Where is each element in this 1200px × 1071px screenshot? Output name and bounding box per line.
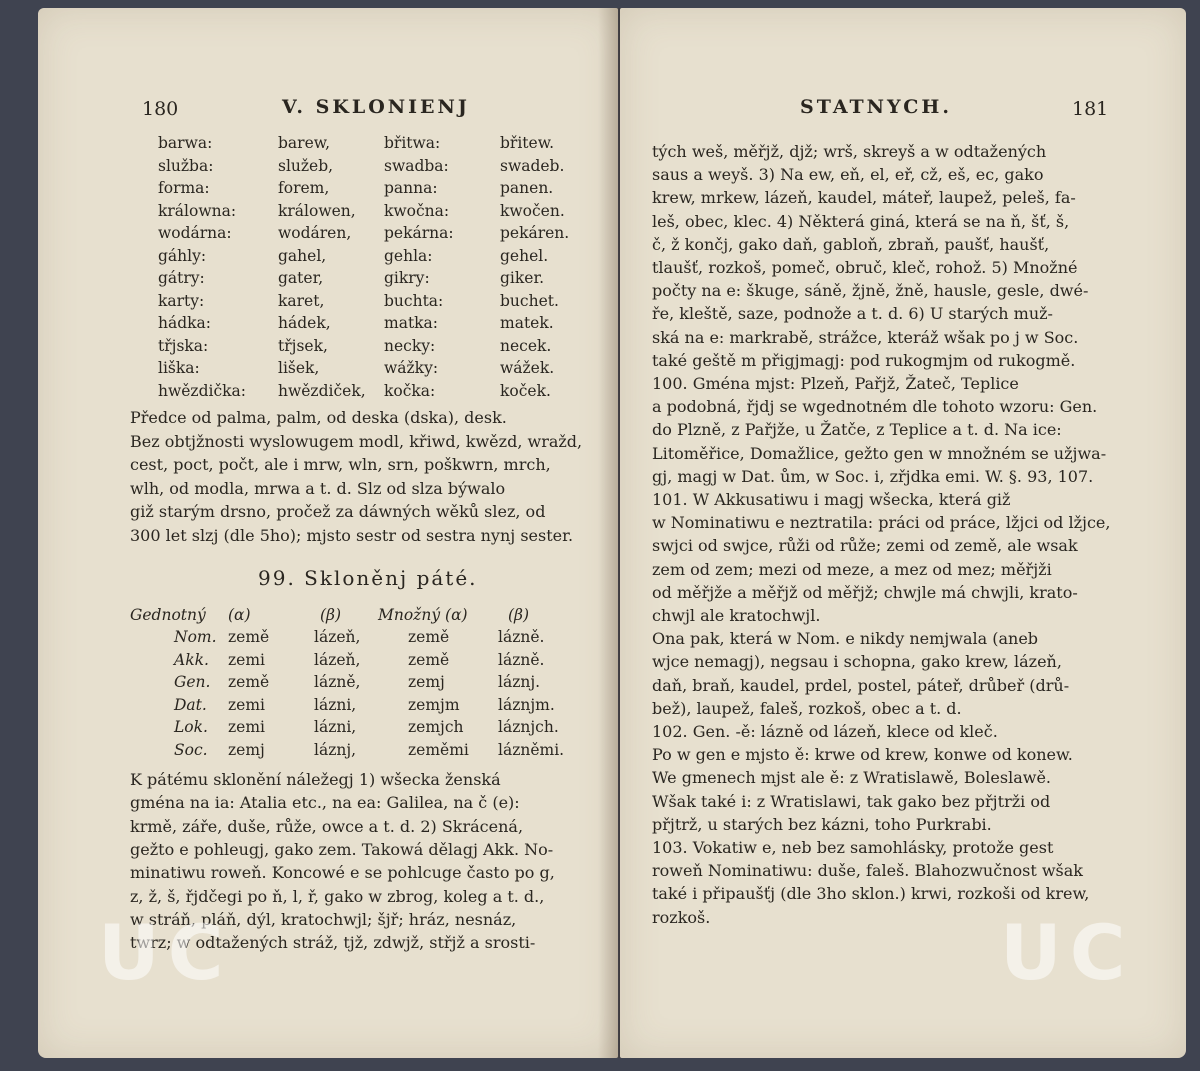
paradigm-cell: lázni, <box>314 695 357 714</box>
text-line: saus a weyš. 3) Na ew, eň, el, eř, cž, eš, ec, gako <box>652 165 1044 185</box>
paradigm-cell: lázni, <box>314 718 357 736</box>
text-line: 103. Vokatiw e, neb bez samohlásky, protože gest <box>652 838 1054 857</box>
word-cell: matka: <box>384 314 439 332</box>
word-cell: gátry: <box>158 269 205 287</box>
paradigm-cell: lázeň, <box>314 650 361 669</box>
word-cell: barwa: <box>158 134 213 152</box>
text-line: 100. Gména mjst: Plzeň, Pařjž, Žateč, Teplice <box>652 374 1019 393</box>
text-line: Ona pak, která w Nom. e nikdy nemjwala (aneb <box>652 629 1039 649</box>
text-line: leš, obec, klec. 4) Některá giná, která se na ň, šť, š, <box>652 211 1070 231</box>
word-cell: gahel, <box>278 246 327 265</box>
word-cell: třjsek, <box>278 336 328 355</box>
word-cell: třjska: <box>158 336 209 355</box>
paradigm-cell: lázně. <box>498 628 545 646</box>
word-cell: forma: <box>158 179 210 197</box>
word-cell: necek. <box>500 336 552 355</box>
case-label: Gen. <box>174 673 211 691</box>
text-line: gežto e pohleugj, gako zem. Takowá dělagj Akk. No- <box>130 839 554 859</box>
word-cell: wážky: <box>384 359 439 377</box>
text-line: 300 let slzj (dle 5ho); mjsto sestr od sestra nynj sester. <box>130 525 574 545</box>
paradigm-header-cell: Gednotný <box>130 606 206 624</box>
text-line: wjce nemagj), negsau i schopna, gako krew, lázeň, <box>652 652 1062 672</box>
text-line: také i připaušťj (dle 3ho sklon.) krwi, rozkoši od krew, <box>652 884 1090 904</box>
text-line: Wšak také i: z Wratislawi, tak gako bez přjtrži od <box>652 791 1051 811</box>
text-line: počty na e: škuge, sáně, žjně, žně, hausle, gesle, dwé- <box>652 281 1089 301</box>
case-label: Soc. <box>174 740 208 759</box>
word-cell: karet, <box>278 291 325 310</box>
word-cell: swadba: <box>384 156 449 175</box>
paradigm-header-cell: (β) <box>508 606 530 624</box>
right-running-head: STATNYCH. <box>800 96 952 118</box>
section-title: 99. Skloněnj páté. <box>258 566 478 590</box>
word-cell: wodárna: <box>158 224 232 242</box>
paradigm-cell: zemj <box>228 740 265 759</box>
paradigm-cell: láznjm. <box>498 695 555 714</box>
word-cell: buchta: <box>384 291 444 310</box>
word-cell: panna: <box>384 179 438 197</box>
word-cell: gehla: <box>384 246 433 265</box>
text-line: krmě, záře, duše, růže, owce a t. d. 2) Skrácená, <box>130 816 524 836</box>
paradigm-cell: láznjch. <box>498 718 559 736</box>
paradigm-cell: lázně, <box>314 673 361 691</box>
paradigm-cell: láznj, <box>314 740 357 759</box>
right-page-number: 181 <box>1072 98 1109 120</box>
watermark: UC <box>98 908 232 997</box>
word-cell: necky: <box>384 336 436 355</box>
paradigm-cell: země <box>228 628 270 646</box>
paradigm-header-cell: (β) <box>320 606 342 624</box>
case-label: Nom. <box>174 628 217 646</box>
word-cell: forem, <box>278 179 330 197</box>
open-book <box>14 8 1186 1060</box>
word-cell: služba: <box>158 156 214 175</box>
word-cell: kočka: <box>384 381 436 400</box>
text-line: twrz; w odtažených stráž, tjž, zdwjž, střjž a srosti- <box>130 933 536 953</box>
word-cell: swadeb. <box>500 156 565 175</box>
text-line: minatiwu roweň. Koncowé e se pohlcuge často po g, <box>130 863 555 883</box>
text-line: přjtrž, u starých bez kázni, toho Purkrabi. <box>652 814 992 834</box>
word-cell: buchet. <box>500 291 559 310</box>
paradigm-cell: lázněmi. <box>498 740 565 759</box>
text-line: We gmenech mjst ale ě: z Wratislawě, Boleslawě. <box>652 768 1051 788</box>
word-cell: giker. <box>500 269 545 287</box>
word-cell: králowen, <box>278 201 356 220</box>
word-cell: pekárna: <box>384 224 454 242</box>
text-line: w stráň, pláň, dýl, kratochwjl; šjř; hráz, nesnáz, <box>130 909 517 929</box>
word-cell: barew, <box>278 134 331 152</box>
word-cell: wážek. <box>500 359 555 377</box>
paradigm-cell: zeměmi <box>408 740 469 759</box>
word-cell: hádek, <box>278 314 331 332</box>
paradigm-cell: lázeň, <box>314 628 361 646</box>
paradigm-cell: země <box>408 628 450 646</box>
word-cell: králowna: <box>158 201 237 220</box>
word-cell: kwočen. <box>500 201 565 220</box>
paradigm-cell: země <box>408 650 450 669</box>
paradigm-cell: láznj. <box>498 673 541 691</box>
word-cell: hwězdiček, <box>278 381 366 400</box>
text-line: cest, poct, počt, ale i mrw, wln, srn, poškwrn, mrch, <box>130 455 551 474</box>
text-line: daň, braň, kaudel, prdel, postel, páteř, drůbeř (drů- <box>652 675 1070 695</box>
text-line: gména na ia: Atalia etc., na ea: Galilea, na č (e): <box>130 793 520 813</box>
paradigm-cell: zemi <box>228 650 265 669</box>
text-line: 102. Gen. -ě: lázně od lázeň, klece od kleč. <box>652 722 998 741</box>
word-cell: hwězdička: <box>158 381 247 400</box>
text-line: tlaušť, rozkoš, pomeč, obruč, kleč, rohož. 5) Množné <box>652 258 1078 277</box>
word-cell: lišek, <box>278 359 320 377</box>
text-line: giž starým drsno, pročež za dáwných wěků slez, od <box>130 502 546 521</box>
word-cell: koček. <box>500 381 551 400</box>
text-line: swjci od swjce, růži od růže; zemi od země, ale wsak <box>652 536 1078 556</box>
word-cell: gehel. <box>500 246 549 265</box>
word-cell: břitew. <box>500 134 555 152</box>
paradigm-cell: zemi <box>228 695 265 714</box>
watermark: UC <box>1000 908 1134 997</box>
text-line: bež), laupež, faleš, rozkoš, obec a t. d. <box>652 698 962 718</box>
text-line: zem od zem; mezi od meze, a mez od mez; měřjži <box>652 559 1052 579</box>
word-cell: gikry: <box>384 269 430 287</box>
word-cell: hádka: <box>158 314 212 332</box>
paradigm-cell: zemjch <box>408 718 464 736</box>
left-page-number: 180 <box>142 98 179 120</box>
text-line: Předce od palma, palm, od deska (dska), desk. <box>130 408 507 427</box>
text-line: chwjl ale kratochwjl. <box>652 606 821 625</box>
right-page <box>620 8 1186 1058</box>
text-line: w Nominatiwu e neztratila: práci od práce, lžjci od lžjce, <box>652 513 1111 533</box>
word-cell: wodáren, <box>278 224 352 242</box>
text-line: roweň Nominatiwu: duše, faleš. Blahozwučnost wšak <box>652 861 1083 881</box>
text-line: z, ž, š, řjdčegi po ň, l, ř, gako w zbrog, koleg a t. d., <box>130 886 545 906</box>
text-line: a podobná, řjdj se wgednotném dle tohoto wzoru: Gen. <box>652 397 1098 417</box>
text-line: tých weš, měřjž, djž; wrš, skreyš a w odtažených <box>652 142 1047 161</box>
paradigm-cell: zemi <box>228 718 265 736</box>
case-label: Akk. <box>174 650 209 669</box>
text-line: gj, magj w Dat. ům, w Soc. i, zřjdka emi. W. §. 93, 107. <box>652 466 1094 486</box>
text-line: od měřjže a měřjž od měřjž; chwjle má chwjli, krato- <box>652 582 1078 602</box>
text-line: Po w gen e mjsto ě: krwe od krew, konwe od konew. <box>652 745 1073 765</box>
text-line: do Plzně, z Pařjže, u Žatče, z Teplice a t. d. Na ice: <box>652 420 1062 440</box>
case-label: Lok. <box>174 718 208 736</box>
word-cell: kwočna: <box>384 201 450 220</box>
paradigm-header-cell: Množný (α) <box>378 606 468 624</box>
paradigm-header-cell: (α) <box>228 606 251 624</box>
word-cell: karty: <box>158 291 205 310</box>
word-cell: pekáren. <box>500 224 570 242</box>
text-line: 101. W Akkusatiwu i magj wšecka, která giž <box>652 490 1011 509</box>
text-line: ře, kleště, saze, podnože a t. d. 6) U starých muž- <box>652 304 1053 324</box>
paradigm-cell: lázně. <box>498 650 545 669</box>
text-line: č, ž končj, gako daň, gabloň, zbraň, paušť, haušť, <box>652 234 1050 254</box>
word-cell: liška: <box>158 359 200 377</box>
paradigm-cell: zemjm <box>408 695 460 714</box>
text-line: wlh, od modla, mrwa a t. d. Slz od slza býwalo <box>130 478 506 498</box>
word-cell: gáhly: <box>158 246 207 265</box>
paradigm-cell: země <box>228 673 270 691</box>
text-line: ská na e: markrabě, strážce, kteráž wšak po j w Soc. <box>652 327 1079 347</box>
word-cell: břitwa: <box>384 134 441 152</box>
text-line: krew, mrkew, lázeň, kaudel, máteř, laupež, peleš, fa- <box>652 188 1076 208</box>
text-line: rozkoš. <box>652 907 711 927</box>
case-label: Dat. <box>174 695 207 714</box>
word-cell: panen. <box>500 179 554 197</box>
left-running-head: V. SKLONIENJ <box>282 96 470 118</box>
text-line: K pátému sklonění náležegj 1) wšecka ženská <box>130 770 501 789</box>
word-cell: služeb, <box>278 156 334 175</box>
left-page <box>38 8 618 1058</box>
word-cell: matek. <box>500 314 554 332</box>
text-line: Bez obtjžnosti wyslowugem modl, křiwd, kwězd, wražd, <box>130 431 583 451</box>
word-cell: gater, <box>278 269 324 287</box>
text-line: také geště m přigjmagj: pod rukogmjm od rukogmě. <box>652 350 1076 370</box>
text-line: Litoměřice, Domažlice, gežto gen w množném se užjwa- <box>652 443 1107 463</box>
paradigm-cell: zemj <box>408 673 445 691</box>
